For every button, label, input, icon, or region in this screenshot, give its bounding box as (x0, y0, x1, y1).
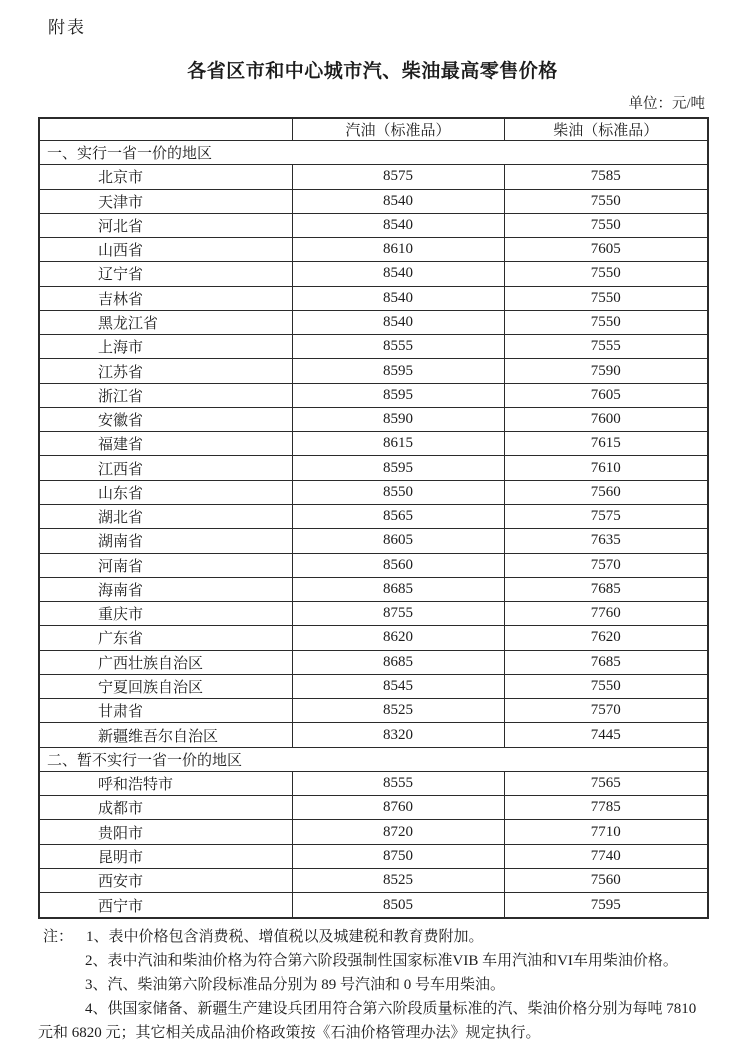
column-header-region (39, 118, 292, 141)
region-cell: 天津市 (39, 189, 292, 213)
region-cell: 山东省 (39, 480, 292, 504)
region-cell: 西宁市 (39, 893, 292, 918)
region-cell: 贵阳市 (39, 820, 292, 844)
region-cell: 上海市 (39, 335, 292, 359)
table-row (39, 504, 708, 528)
table-row (39, 189, 708, 213)
region-cell: 湖北省 (39, 504, 292, 528)
section-header-row (39, 747, 708, 771)
region-cell: 江苏省 (39, 359, 292, 383)
gasoline-price-cell: 8595 (292, 456, 504, 480)
region-cell: 江西省 (39, 456, 292, 480)
diesel-price-cell: 7570 (504, 553, 708, 577)
region-cell: 福建省 (39, 432, 292, 456)
diesel-price-cell: 7595 (504, 893, 708, 918)
region-cell: 甘肃省 (39, 699, 292, 723)
region-cell: 黑龙江省 (39, 310, 292, 334)
gasoline-price-cell: 8590 (292, 407, 504, 431)
note-line-1 (38, 925, 707, 949)
diesel-price-cell: 7590 (504, 359, 708, 383)
note-line-2: 2、表中汽油和柴油价格为符合第六阶段强制性国家标准VIB 车用汽油和VI车用柴油价格。 (85, 953, 678, 969)
table-row (39, 674, 708, 698)
note-line-4: 4、供国家储备、新疆生产建设兵团用符合第六阶段质量标准的汽、柴油价格分别为每吨 7810 元和 6820 元；其它相关成品油价格政策按《石油价格管理办法》规定执行。 (38, 1001, 697, 1041)
column-header-diesel: 柴油（标准品） (504, 118, 708, 141)
note-item: 1、表中价格包含消费税、增值税以及城建税和教育费附加。 (86, 929, 484, 945)
gasoline-price-cell: 8685 (292, 650, 504, 674)
notes-label: 注： (43, 929, 74, 945)
table-row (39, 626, 708, 650)
table-row (39, 820, 708, 844)
table-row (39, 796, 708, 820)
gasoline-price-cell: 8545 (292, 674, 504, 698)
notes-section (38, 925, 707, 1045)
gasoline-price-cell: 8525 (292, 868, 504, 892)
gasoline-price-cell: 8615 (292, 432, 504, 456)
fuel-price-table (38, 117, 709, 919)
region-cell: 呼和浩特市 (39, 771, 292, 795)
diesel-price-cell: 7575 (504, 504, 708, 528)
gasoline-price-cell: 8750 (292, 844, 504, 868)
diesel-price-cell: 7550 (504, 213, 708, 237)
table-row (39, 359, 708, 383)
table-row (39, 407, 708, 431)
diesel-price-cell: 7615 (504, 432, 708, 456)
table-row (39, 432, 708, 456)
gasoline-price-cell: 8685 (292, 577, 504, 601)
diesel-price-cell: 7445 (504, 723, 708, 747)
section-header: 二、暂不实行一省一价的地区 (39, 747, 708, 771)
document-page (38, 0, 707, 1045)
region-cell: 西安市 (39, 868, 292, 892)
diesel-price-cell: 7605 (504, 383, 708, 407)
gasoline-price-cell: 8720 (292, 820, 504, 844)
gasoline-price-cell: 8320 (292, 723, 504, 747)
gasoline-price-cell: 8555 (292, 771, 504, 795)
region-cell: 山西省 (39, 238, 292, 262)
diesel-price-cell: 7550 (504, 286, 708, 310)
diesel-price-cell: 7685 (504, 577, 708, 601)
table-row (39, 286, 708, 310)
table-row (39, 868, 708, 892)
region-cell: 浙江省 (39, 383, 292, 407)
note-line-3: 3、汽、柴油第六阶段标准品分别为 89 号汽油和 0 号车用柴油。 (85, 977, 506, 993)
diesel-price-cell: 7550 (504, 310, 708, 334)
region-cell: 海南省 (39, 577, 292, 601)
diesel-price-cell: 7740 (504, 844, 708, 868)
diesel-price-cell: 7785 (504, 796, 708, 820)
table-row (39, 844, 708, 868)
section-header-row (39, 141, 708, 165)
region-cell: 宁夏回族自治区 (39, 674, 292, 698)
table-row (39, 213, 708, 237)
table-row (39, 383, 708, 407)
page-title: 各省区市和中心城市汽、柴油最高零售价格 (187, 61, 558, 82)
region-cell: 重庆市 (39, 602, 292, 626)
table-row (39, 529, 708, 553)
diesel-price-cell: 7570 (504, 699, 708, 723)
table-header-row (39, 118, 708, 141)
gasoline-price-cell: 8595 (292, 383, 504, 407)
region-cell: 河南省 (39, 553, 292, 577)
diesel-price-cell: 7710 (504, 820, 708, 844)
table-row (39, 650, 708, 674)
diesel-price-cell: 7565 (504, 771, 708, 795)
diesel-price-cell: 7610 (504, 456, 708, 480)
region-cell: 广东省 (39, 626, 292, 650)
table-row (39, 893, 708, 918)
gasoline-price-cell: 8555 (292, 335, 504, 359)
table-row (39, 577, 708, 601)
table-row (39, 553, 708, 577)
table-row (39, 480, 708, 504)
region-cell: 新疆维吾尔自治区 (39, 723, 292, 747)
table-row (39, 771, 708, 795)
table-row (39, 723, 708, 747)
diesel-price-cell: 7550 (504, 262, 708, 286)
gasoline-price-cell: 8540 (292, 310, 504, 334)
diesel-price-cell: 7555 (504, 335, 708, 359)
table-row (39, 456, 708, 480)
region-cell: 辽宁省 (39, 262, 292, 286)
table-row (39, 262, 708, 286)
region-cell: 北京市 (39, 165, 292, 189)
table-row (39, 165, 708, 189)
diesel-price-cell: 7620 (504, 626, 708, 650)
region-cell: 河北省 (39, 213, 292, 237)
gasoline-price-cell: 8755 (292, 602, 504, 626)
region-cell: 广西壮族自治区 (39, 650, 292, 674)
table-row (39, 310, 708, 334)
diesel-price-cell: 7685 (504, 650, 708, 674)
gasoline-price-cell: 8540 (292, 262, 504, 286)
gasoline-price-cell: 8565 (292, 504, 504, 528)
diesel-price-cell: 7560 (504, 480, 708, 504)
gasoline-price-cell: 8540 (292, 189, 504, 213)
gasoline-price-cell: 8620 (292, 626, 504, 650)
diesel-price-cell: 7550 (504, 674, 708, 698)
gasoline-price-cell: 8550 (292, 480, 504, 504)
table-row (39, 602, 708, 626)
gasoline-price-cell: 8540 (292, 286, 504, 310)
gasoline-price-cell: 8575 (292, 165, 504, 189)
diesel-price-cell: 7760 (504, 602, 708, 626)
diesel-price-cell: 7600 (504, 407, 708, 431)
region-cell: 吉林省 (39, 286, 292, 310)
gasoline-price-cell: 8605 (292, 529, 504, 553)
region-cell: 湖南省 (39, 529, 292, 553)
region-cell: 昆明市 (39, 844, 292, 868)
diesel-price-cell: 7635 (504, 529, 708, 553)
table-row (39, 699, 708, 723)
gasoline-price-cell: 8760 (292, 796, 504, 820)
diesel-price-cell: 7560 (504, 868, 708, 892)
table-row (39, 335, 708, 359)
gasoline-price-cell: 8505 (292, 893, 504, 918)
gasoline-price-cell: 8610 (292, 238, 504, 262)
diesel-price-cell: 7605 (504, 238, 708, 262)
section-header: 一、实行一省一价的地区 (39, 141, 708, 165)
gasoline-price-cell: 8525 (292, 699, 504, 723)
table-row (39, 238, 708, 262)
gasoline-price-cell: 8595 (292, 359, 504, 383)
gasoline-price-cell: 8540 (292, 213, 504, 237)
diesel-price-cell: 7585 (504, 165, 708, 189)
column-header-gasoline: 汽油（标准品） (292, 118, 504, 141)
region-cell: 成都市 (39, 796, 292, 820)
attachment-label: 附表 (48, 18, 86, 37)
unit-label: 单位：元/吨 (628, 96, 705, 112)
region-cell: 安徽省 (39, 407, 292, 431)
gasoline-price-cell: 8560 (292, 553, 504, 577)
diesel-price-cell: 7550 (504, 189, 708, 213)
